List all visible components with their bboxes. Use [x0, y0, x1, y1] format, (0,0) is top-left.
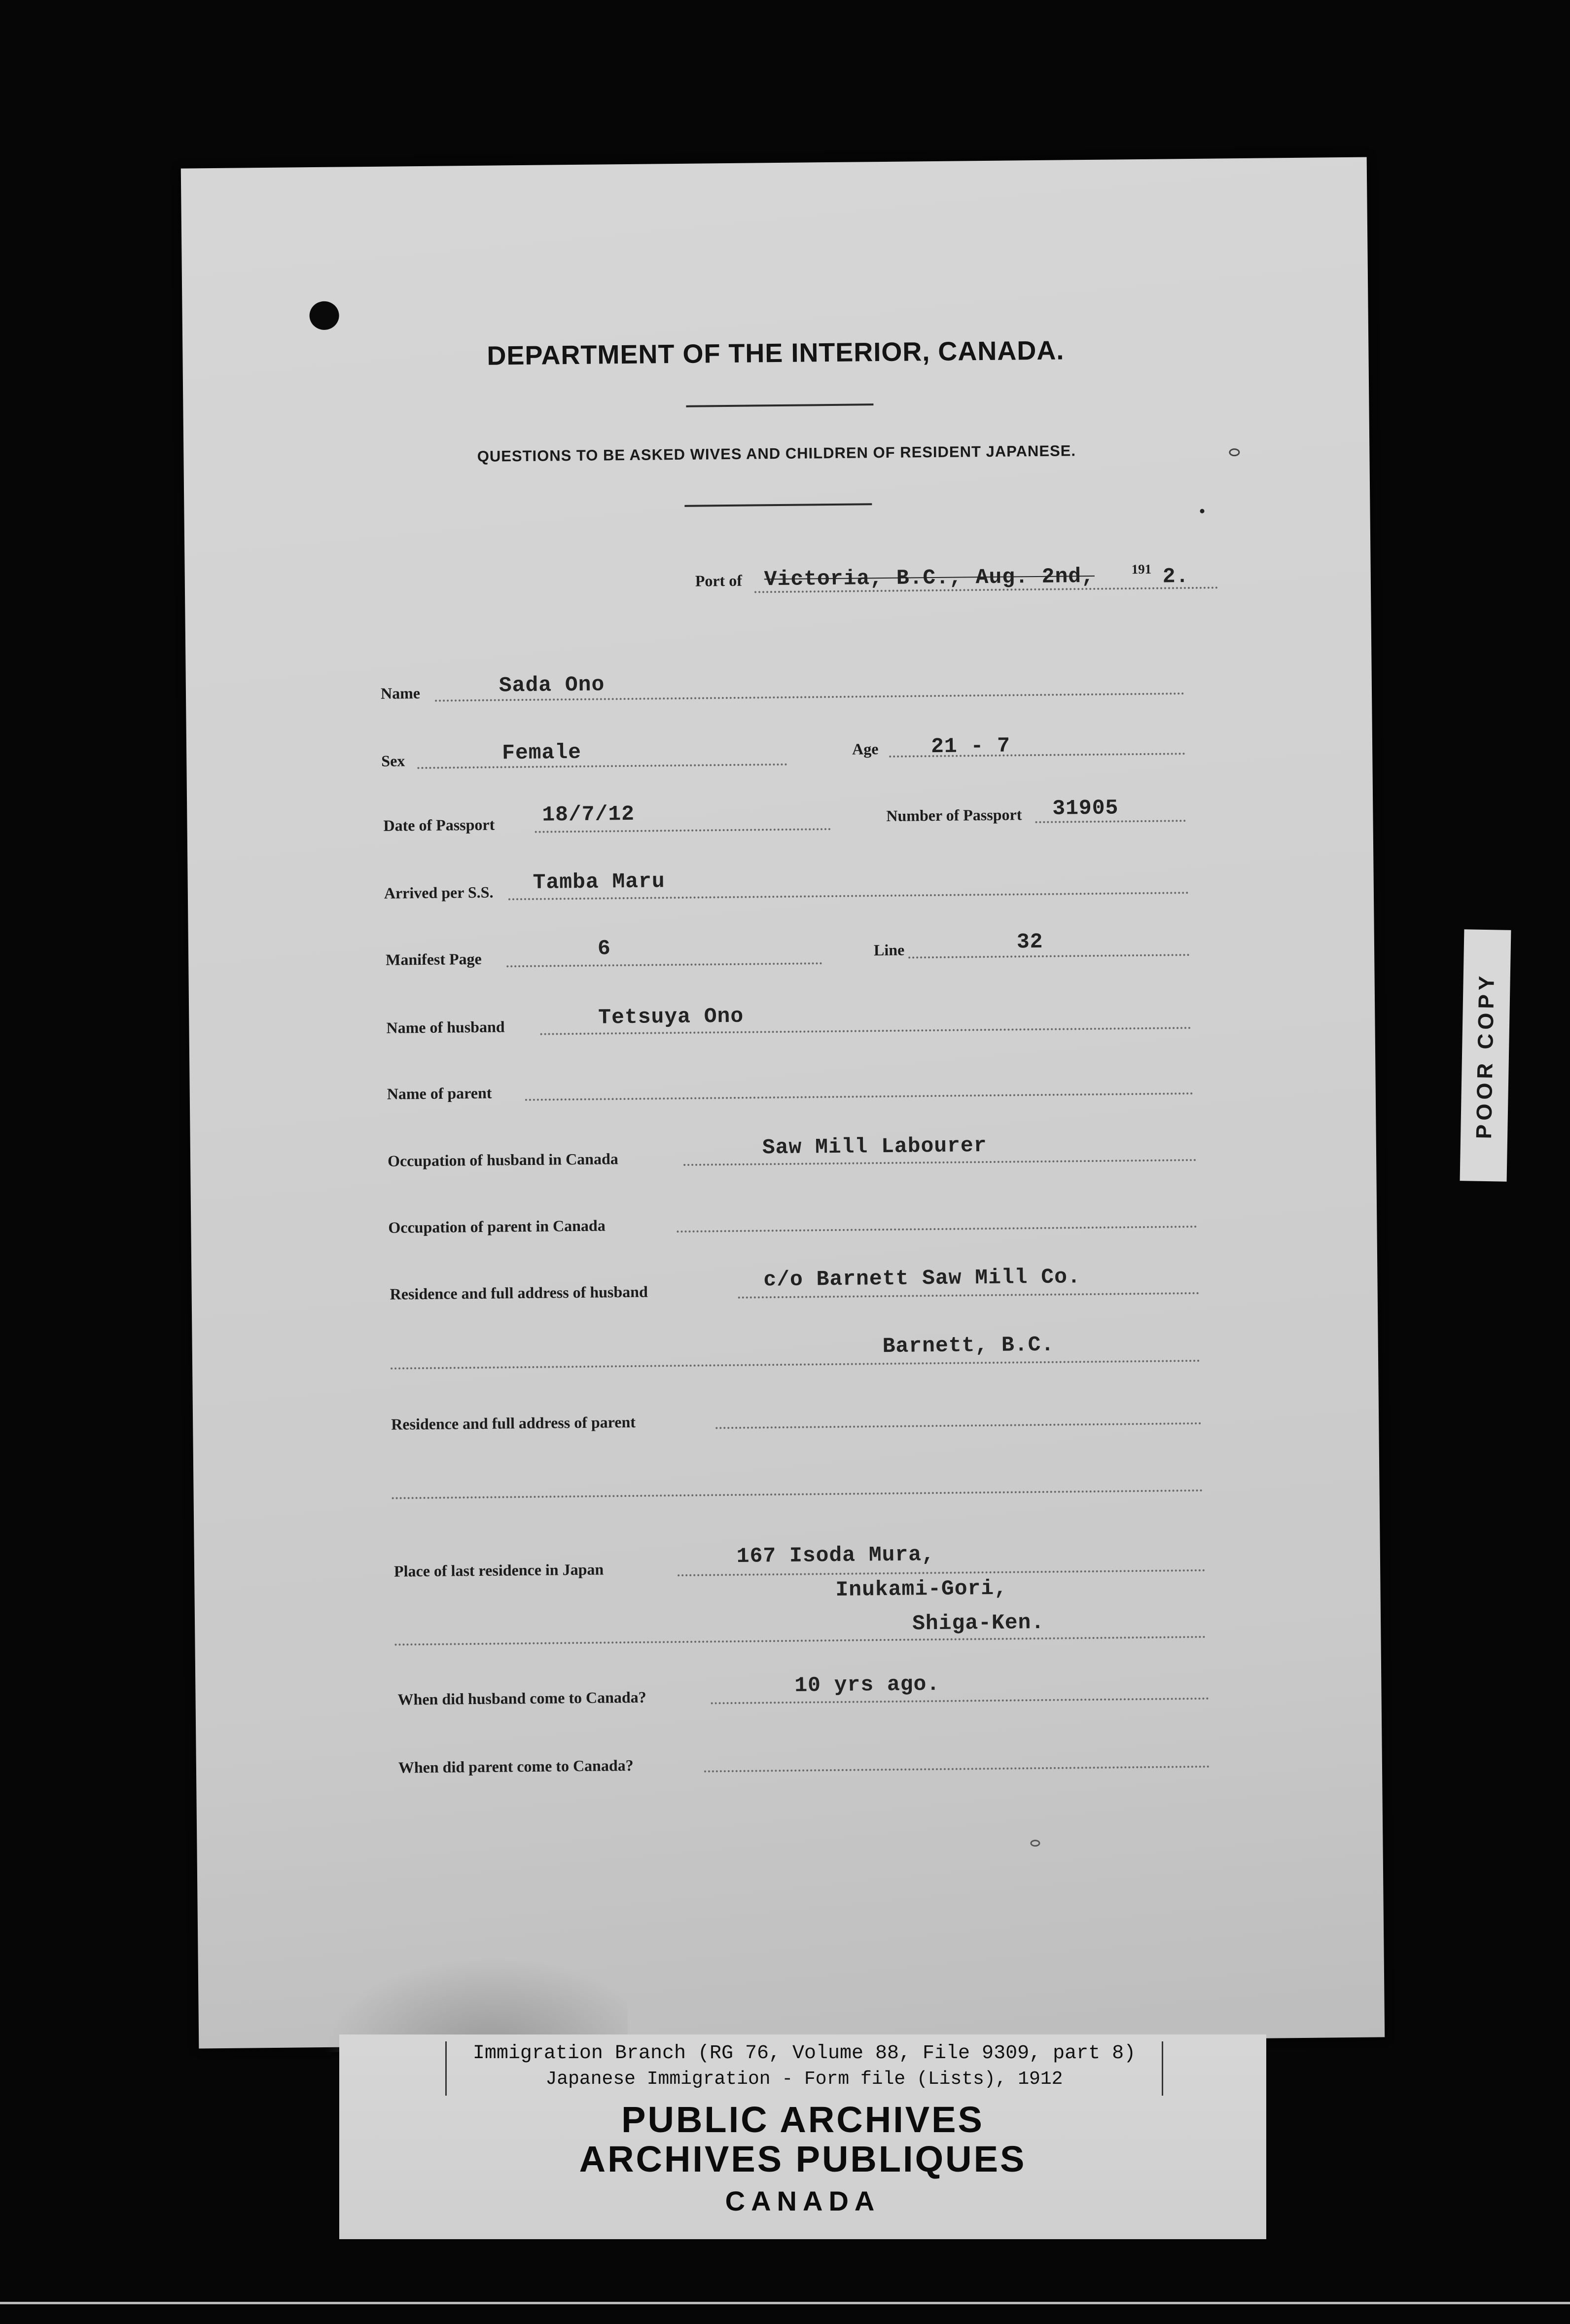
- parent-residence-dotted-line-2: [392, 1489, 1203, 1499]
- poor-copy-text: POOR COPY: [1471, 972, 1499, 1139]
- punch-hole: [309, 301, 339, 330]
- age-value: 21 - 7: [930, 733, 1011, 759]
- husband-residence-line2: Barnett, B.C.: [882, 1332, 1055, 1359]
- passport-date-value: 18/7/12: [542, 801, 635, 827]
- husband-occupation-dotted-line: [683, 1159, 1196, 1166]
- arrived-per-label: Arrived per S.S.: [384, 883, 494, 902]
- last-residence-dotted-line-2: [394, 1636, 1206, 1646]
- parent-occupation-label: Occupation of parent in Canada: [388, 1216, 606, 1236]
- archive-reference-line1: Immigration Branch (RG 76, Volume 88, File 9309, part 8): [472, 2042, 1136, 2065]
- husband-arrival-label: When did husband come to Canada?: [397, 1688, 646, 1708]
- archives-english: PUBLIC ARCHIVES: [621, 2099, 984, 2140]
- last-residence-dotted-line: [678, 1569, 1205, 1576]
- husband-arrival-dotted-line: [711, 1698, 1209, 1705]
- subtitle-rule: [684, 503, 872, 507]
- name-value: Sada Ono: [499, 672, 605, 698]
- manifest-page-dotted-line: [506, 962, 822, 967]
- parent-arrival-dotted-line: [704, 1766, 1210, 1773]
- archive-reference-box: [445, 2041, 1163, 2096]
- parent-name-dotted-line: [525, 1092, 1193, 1101]
- husband-occupation-label: Occupation of husband in Canada: [387, 1150, 618, 1170]
- husband-residence-dotted-line-2: [391, 1360, 1200, 1370]
- archive-reference-line2: Japanese Immigration - Form file (Lists), 1912: [545, 2069, 1063, 2090]
- poor-copy-label: [1460, 929, 1511, 1182]
- arrived-per-value: Tamba Maru: [533, 869, 665, 895]
- husband-residence-line1: c/o Barnett Saw Mill Co.: [763, 1265, 1081, 1292]
- passport-number-value: 31905: [1052, 796, 1119, 821]
- age-label: Age: [852, 740, 879, 758]
- passport-number-label: Number of Passport: [886, 805, 1022, 825]
- form-subtitle: QUESTIONS TO BE ASKED WIVES AND CHILDREN OF RESIDENT JAPANESE.: [477, 442, 1076, 465]
- last-residence-line2: Inukami-Gori,: [835, 1576, 1008, 1602]
- parent-name-label: Name of parent: [387, 1084, 492, 1103]
- port-value: Victoria, B.C., Aug. 2nd,: [764, 564, 1095, 592]
- passport-date-label: Date of Passport: [383, 815, 495, 835]
- husband-name-label: Name of husband: [386, 1017, 505, 1037]
- sex-dotted-line: [417, 763, 787, 769]
- husband-arrival-value: 10 yrs ago.: [794, 1671, 940, 1698]
- name-label: Name: [380, 684, 421, 702]
- film-edge: [0, 2302, 1570, 2324]
- line-label: Line: [873, 941, 905, 959]
- ink-speck: [1200, 509, 1204, 513]
- line-dotted-line: [908, 954, 1189, 958]
- immigration-form-sheet: [181, 157, 1385, 2049]
- parent-occupation-dotted-line: [677, 1226, 1197, 1233]
- parent-residence-dotted-line: [715, 1422, 1201, 1429]
- port-label: Port of: [695, 571, 743, 590]
- parent-residence-label: Residence and full address of parent: [391, 1413, 636, 1433]
- husband-name-value: Tetsuya Ono: [598, 1004, 744, 1030]
- sex-label: Sex: [381, 752, 405, 770]
- husband-residence-dotted-line: [738, 1292, 1199, 1299]
- last-residence-label: Place of last residence in Japan: [393, 1560, 604, 1580]
- passport-date-dotted-line: [535, 828, 831, 833]
- last-residence-line1: 167 Isoda Mura,: [736, 1542, 935, 1568]
- port-year-suffix: 2.: [1162, 564, 1189, 589]
- archives-country: CANADA: [725, 2185, 881, 2216]
- port-year-prefix: 191: [1131, 561, 1152, 577]
- manifest-page-value: 6: [597, 936, 611, 961]
- parent-arrival-label: When did parent come to Canada?: [398, 1756, 634, 1777]
- archive-stamp: [339, 2034, 1266, 2239]
- archives-french: ARCHIVES PUBLIQUES: [579, 2139, 1027, 2179]
- last-residence-line3: Shiga-Ken.: [912, 1610, 1045, 1636]
- port-line: [695, 563, 1213, 593]
- sex-value: Female: [501, 740, 582, 765]
- title-rule: [686, 403, 873, 407]
- line-value: 32: [1016, 929, 1043, 954]
- ink-speck: [1030, 1840, 1040, 1847]
- manifest-page-label: Manifest Page: [386, 949, 482, 969]
- husband-residence-label: Residence and full address of husband: [390, 1282, 648, 1303]
- husband-occupation-value: Saw Mill Labourer: [762, 1133, 987, 1160]
- form-title: DEPARTMENT OF THE INTERIOR, CANADA.: [487, 335, 1065, 371]
